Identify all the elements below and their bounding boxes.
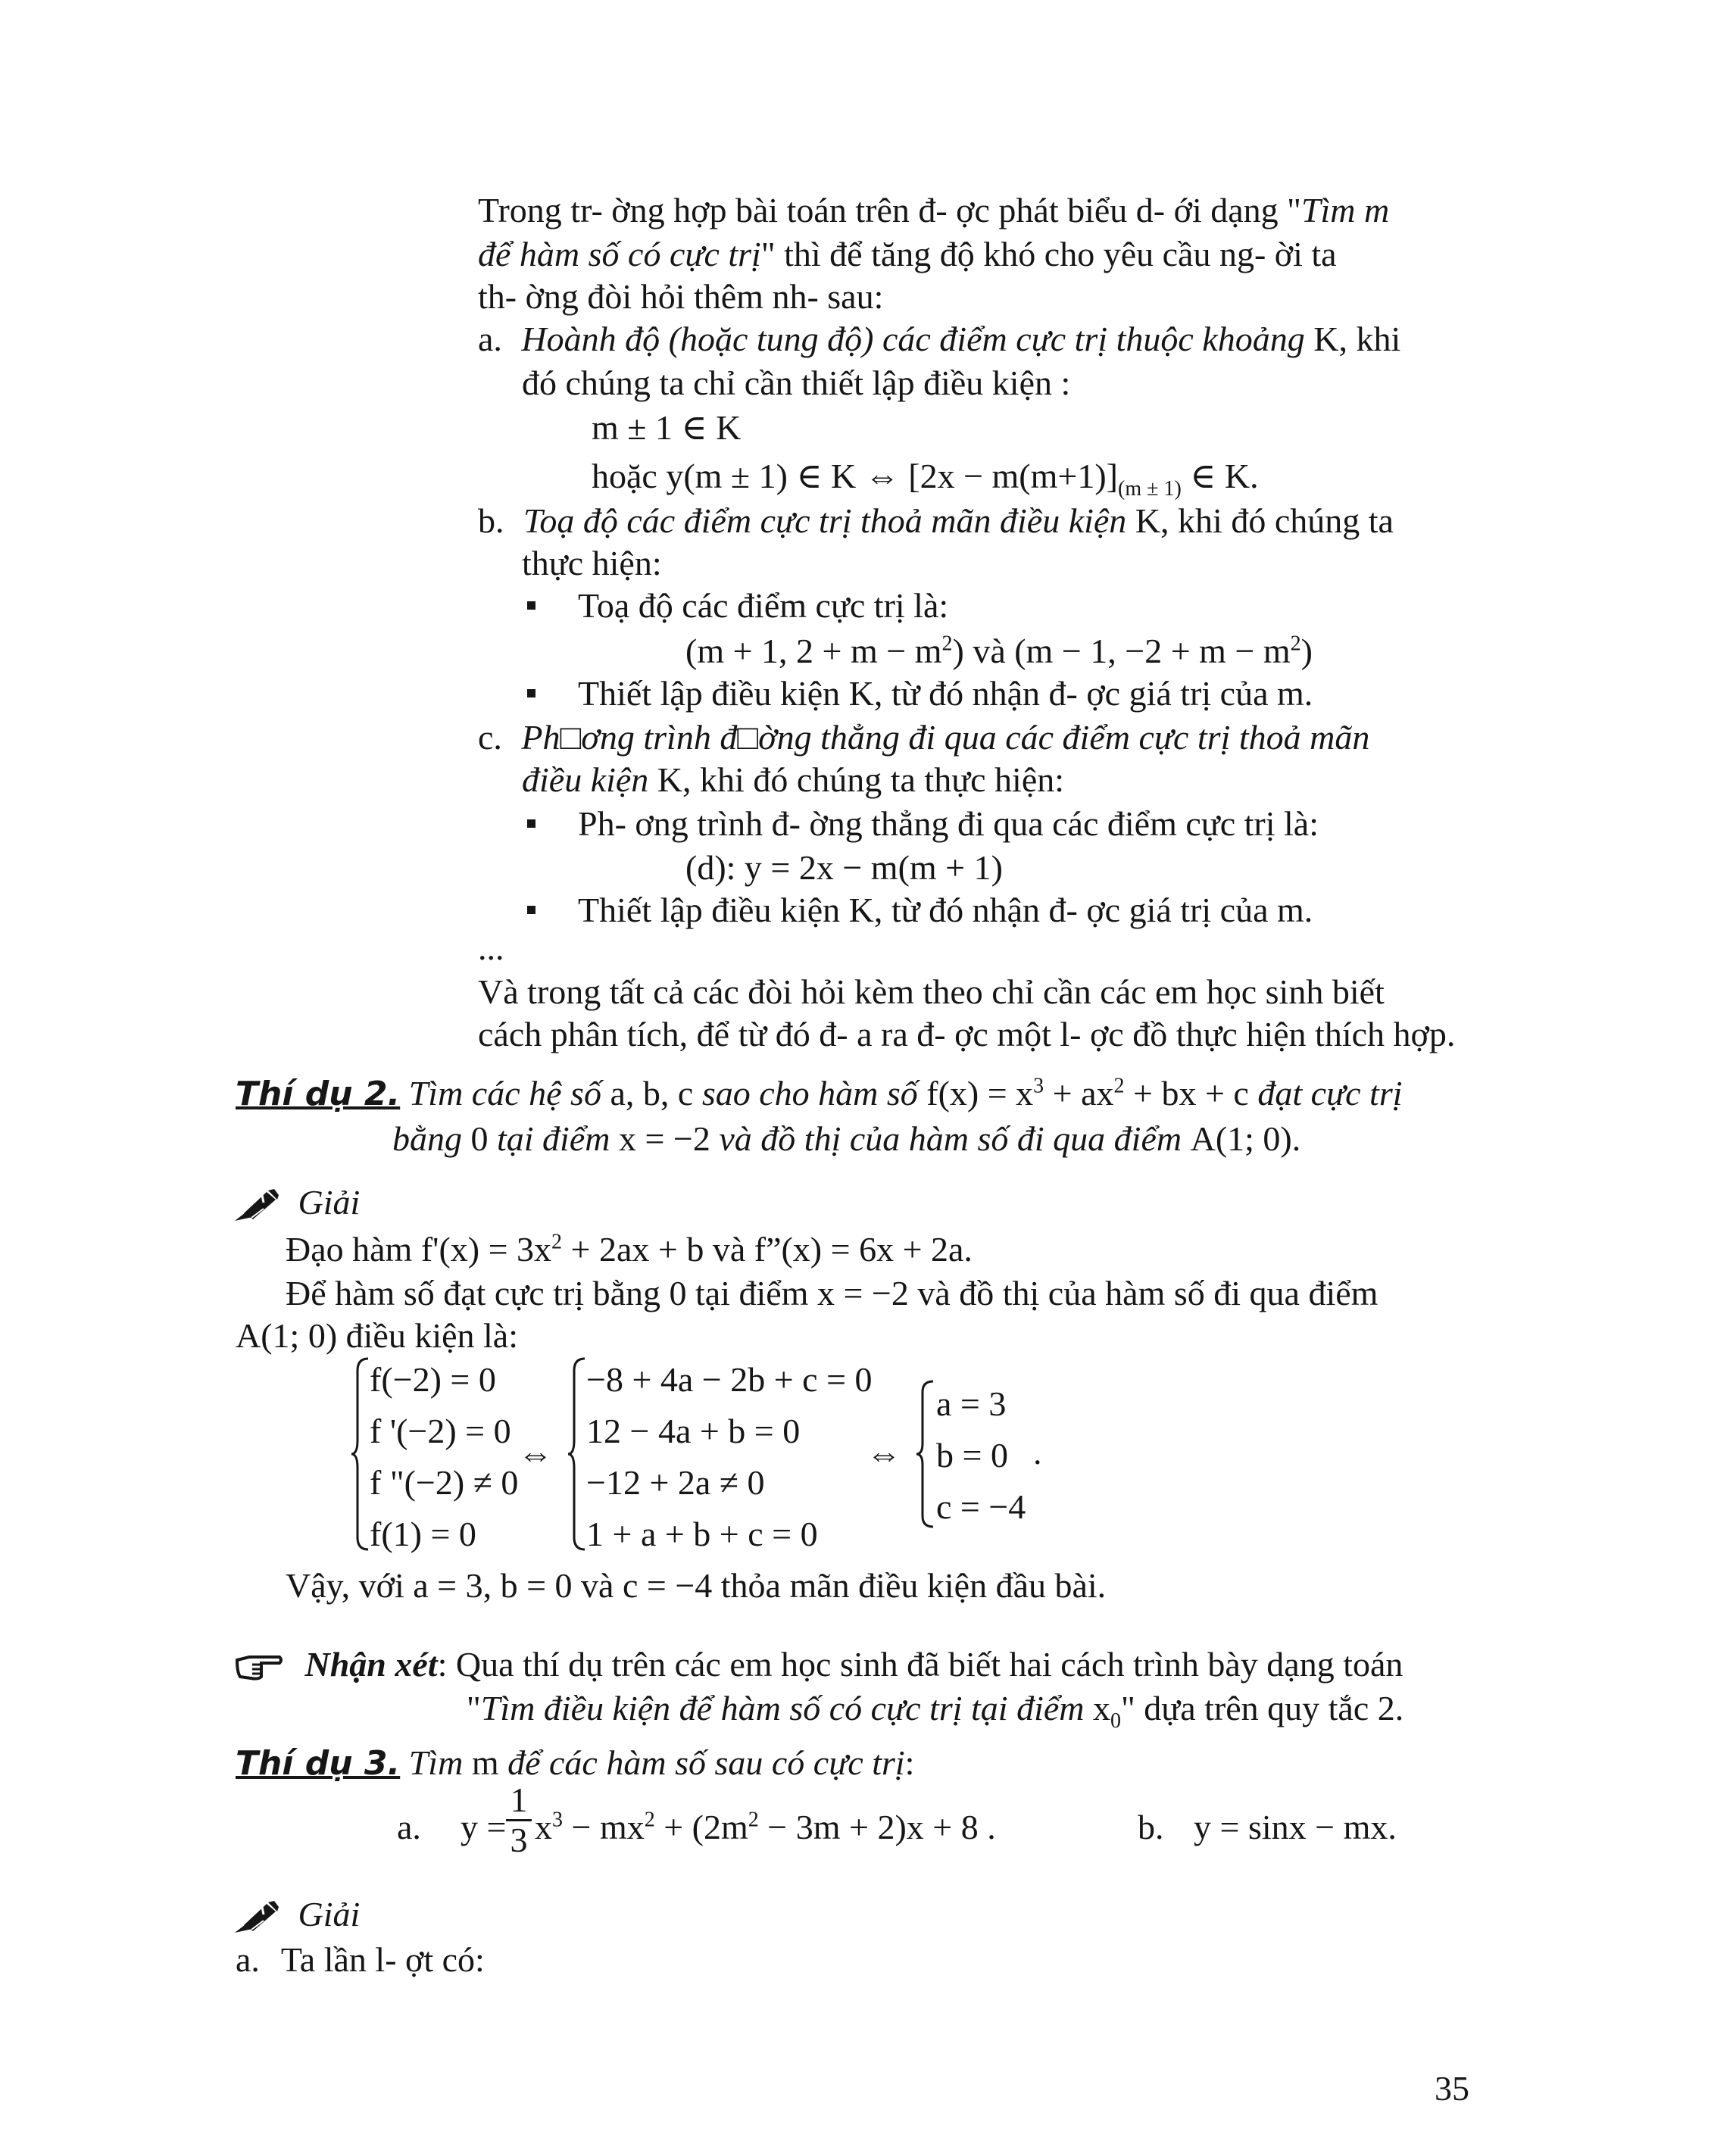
solution-condition-1: Để hàm số đạt cực trị bằng 0 tại điểm x = −2 và đồ thị của hàm số đi qua điểm — [286, 1274, 1378, 1312]
system-1-row: f(1) = 0 — [370, 1515, 476, 1553]
bullet-square-icon — [527, 601, 535, 610]
system-3-row: b = 0 — [936, 1436, 1008, 1475]
intro-line-3: th- ờng đòi hỏi thêm nh- sau: — [478, 277, 884, 316]
item-b-coords: (m + 1, $2 + m - m^2$) và (m − 1, $-2 + m - m^2$) — [685, 632, 1313, 670]
example-3-line-1: Thí dụ 3. Tìm m để các hàm số sau có cực trị: — [236, 1743, 915, 1783]
example-3-a-label: a. — [397, 1808, 421, 1846]
iff-symbol-2: ⇔ — [866, 1434, 901, 1473]
system-3-row: a = 3 — [936, 1384, 1007, 1423]
example-3-b-equation: y = sinx − mx. — [1194, 1808, 1397, 1846]
intro-line-2: để hàm số có cực trị" thì để tăng độ khó cho yêu cầu ng- ời ta — [478, 235, 1337, 273]
writing-hand-icon — [233, 1899, 282, 1936]
remark-line-2: "Tìm điều kiện để hàm số có cực trị tại điểm $x_0$" dựa trên quy tắc 2. — [467, 1689, 1404, 1734]
system-3-row: c = −4 — [936, 1487, 1026, 1526]
item-c-bullet-2: Thiết lập điều kiện K, từ đó nhận đ- ợc giá trị của m. — [527, 889, 1313, 932]
closing-line-1: Và trong tất cả các đòi hỏi kèm theo chỉ cần các em học sinh biết — [478, 972, 1385, 1011]
page-number: 35 — [1435, 2069, 1469, 2108]
solution-conclusion: Vậy, với a = 3, b = 0 và c = −4 thỏa mãn điều kiện đầu bài. — [286, 1566, 1107, 1605]
example-3-b-label: b. — [1138, 1808, 1164, 1846]
system-3 — [936, 1378, 1026, 1533]
example-2-heading: Thí dụ 2. — [236, 1075, 401, 1113]
writing-hand-icon — [233, 1187, 282, 1224]
fraction-denominator: 3 — [510, 1821, 528, 1859]
item-a-line-2: đó chúng ta chỉ cần thiết lập điều kiện : — [522, 364, 1071, 402]
system-2 — [586, 1354, 873, 1560]
system-2-row: 12 − 4a + b = 0 — [586, 1412, 801, 1450]
bullet-square-icon — [527, 906, 535, 914]
fraction-one-third — [506, 1781, 532, 1859]
iff-symbol-1: ⇔ — [518, 1434, 553, 1473]
system-2-row: −8 + 4a − 2b + c = 0 — [586, 1360, 873, 1399]
example-2-line-2: bằng 0 tại điểm x = −2 và đồ thị của hàm số đi qua điểm A(1; 0). — [392, 1119, 1301, 1158]
system-2-row: 1 + a + b + c = 0 — [586, 1515, 818, 1553]
example-3-a-y: y = — [461, 1808, 507, 1846]
system-1-row: f(−2) = 0 — [370, 1360, 496, 1399]
left-brace-3 — [915, 1378, 936, 1530]
solution-2-a: a. Ta lần l- ợt có: — [236, 1940, 485, 1979]
pointing-hand-icon — [236, 1654, 283, 1681]
example-3-heading: Thí dụ 3. — [236, 1744, 401, 1783]
fraction-numerator: 1 — [510, 1780, 528, 1819]
left-brace-1 — [350, 1356, 371, 1553]
system-1-row: f "(−2) ≠ 0 — [370, 1463, 519, 1502]
example-3-a-expression: $x^3 - mx^2 + (2m^2 - 3m + 2)x + 8$ . — [535, 1808, 996, 1846]
item-c-bullet-1: Ph- ơng trình đ- ờng thẳng đi qua các điểm cực trị là: — [527, 803, 1319, 845]
system-end-dot: . — [1033, 1433, 1042, 1471]
remark-line-1: Nhận xét: Qua thí dụ trên các em học sinh đã biết hai cách trình bày dạng toán — [236, 1643, 1403, 1686]
item-c-line-equation: (d): y = 2x − m(m + 1) — [685, 848, 1003, 887]
item-a-formula-2: hoặc y(m ± 1) ∈ K ⇔ $[2x - m(m+1)]_{(m \pm 1)}$ ∈ K. — [592, 457, 1259, 501]
item-c-line-1: c. Ph□ơng trình đ□ờng thẳng đi qua các điểm cực trị thoả mãn — [478, 718, 1370, 757]
ellipsis: ... — [478, 928, 504, 967]
intro-line-1: Trong tr- ờng hợp bài toán trên đ- ợc phát biểu d- ới dạng "Tìm m — [478, 191, 1390, 229]
solution-2-heading: Giải — [233, 1893, 360, 1936]
item-a-line-1: a. Hoành độ (hoặc tung độ) các điểm cực trị thuộc khoảng K, khi — [478, 320, 1401, 358]
solution-derivative: Đạo hàm $f'(x) = 3x^2 + 2ax + b$ và f”(x) = 6x + 2a. — [286, 1230, 973, 1269]
closing-line-2: cách phân tích, để từ đó đ- a ra đ- ợc một l- ợc đồ thực hiện thích hợp. — [478, 1015, 1456, 1053]
system-2-row: −12 + 2a ≠ 0 — [586, 1463, 765, 1502]
bullet-square-icon — [527, 689, 535, 697]
item-b-bullet-1: Toạ độ các điểm cực trị là: — [527, 585, 948, 627]
item-b-line-2: thực hiện: — [522, 544, 662, 582]
bullet-square-icon — [527, 819, 535, 828]
item-a-formula-1: m ± 1 ∈ K — [592, 408, 742, 447]
system-1 — [370, 1354, 518, 1560]
system-1-row: f '(−2) = 0 — [370, 1412, 511, 1450]
item-b-bullet-2: Thiết lập điều kiện K, từ đó nhận đ- ợc giá trị của m. — [527, 672, 1313, 715]
item-b-line-1: b. Toạ độ các điểm cực trị thoả mãn điều kiện K, khi đó chúng ta — [478, 501, 1394, 540]
left-brace-2 — [567, 1356, 588, 1553]
item-c-line-2: điều kiện K, khi đó chúng ta thực hiện: — [522, 760, 1065, 799]
solution-condition-2: A(1; 0) điều kiện là: — [236, 1316, 519, 1355]
example-2-line-1: Thí dụ 2. Tìm các hệ số a, b, c sao cho hàm số $f(x) = x^3 + ax^2$ + bx + c đạt cực trị — [236, 1074, 1403, 1113]
solution-heading: Giải — [233, 1181, 360, 1224]
